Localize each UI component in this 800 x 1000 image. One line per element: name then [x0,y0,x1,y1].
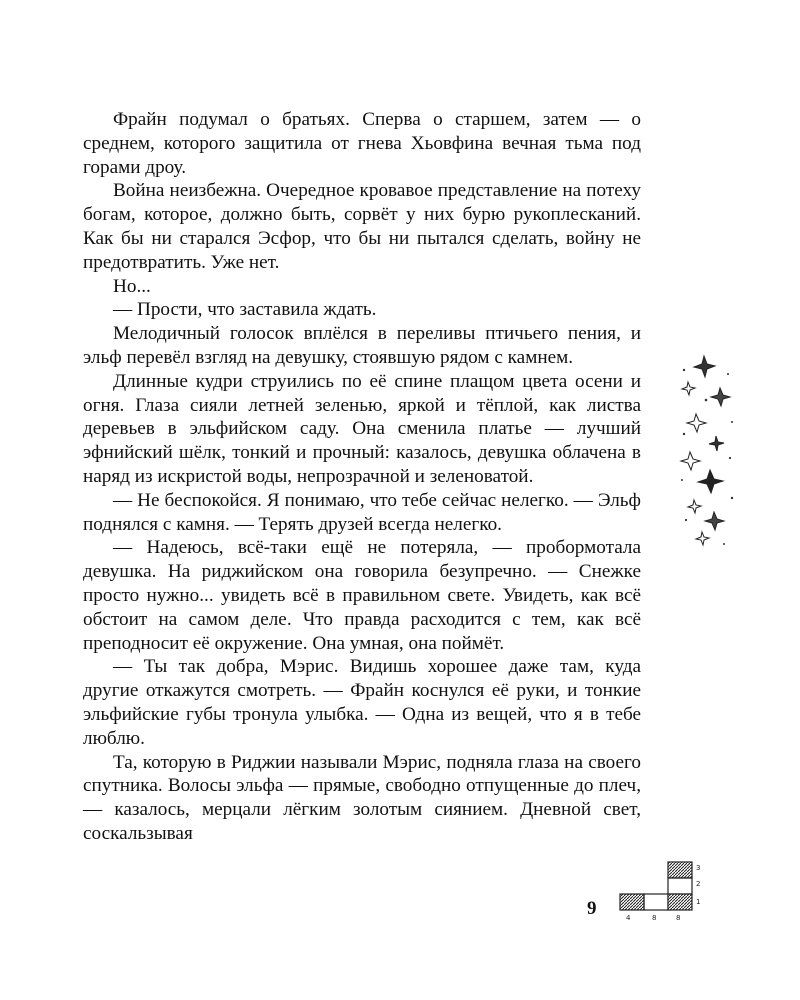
ornament-mark: 1 [696,898,701,906]
paragraph: — Не беспокойся. Я понимаю, что тебе сейчас нелегко. — Эльф поднялся с камня. — Терять друзей всегда нелегко. [83,489,641,535]
paragraph: Мелодичный голосок вплёлся в переливы птичьего пения, и эльф перевёл взгляд на девушку, стоявшую рядом с камнем. [83,323,641,368]
page-number: 9 [587,898,597,919]
ornament-mark: 8 [652,914,657,922]
ornament-mark: 8 [676,914,681,922]
ornament-mark: 2 [696,880,701,888]
paragraph: — Надеюсь, всё-таки ещё не потеряла, — пробормотала девушка. На риджийском она говорила безупречно. — Снежке просто нужно... увидеть всё в правильном свете. Увидеть, как всё обстоит на самом деле. Что правда расходится с тем, как всё преподносит её окружение. Она умная, она поймёт. [83,537,641,654]
paragraph: — Прости, что заставила ждать. [113,299,377,321]
page-body-text [83,108,641,846]
sparkle-ornament-icon [676,352,746,552]
ornament-mark: 3 [696,864,701,872]
ornament-mark: 4 [626,914,631,922]
paragraph: Война неизбежна. Очередное кровавое представление на потеху богам, которое, должно быть, сорвёт у них бурю рукоплесканий. Как бы ни старался Эсфор, что бы ни пытался сделать, войну не предотвратить. Уже нет. [83,180,641,273]
paragraph: Но... [113,275,151,297]
paragraph: — Ты так добра, Мэрис. Видишь хорошее даже там, куда другие откажутся смотреть. — Фрайн коснулся её руки, и тонкие эльфийские губы тронула улыбка. — Одна из вещей, что я в тебе люблю. [83,656,641,749]
paragraph: Та, которую в Риджии называли Мэрис, подняла глаза на своего спутника. Волосы эльфа — прямые, свободно отпущенные до плеч, — казалось, мерцали лёгким золотым сиянием. Дневной свет, соскальзывая [83,751,641,844]
paragraph: Длинные кудри струились по её спине плащом цвета осени и огня. Глаза сияли летней зеленью, яркой и тёплой, как листва деревьев в эльфийском саду. Она сменила платье — лучший эфнийский шёлк, тонкий и прочный: казалось, девушка облачена в наряд из искристой воды, непрозрачной и зеленоватой. [83,370,641,487]
corner-grid-ornament-icon [612,860,706,932]
paragraph: Фрайн подумал о братьях. Сперва о старшем, затем — о среднем, которого защитила от гнева Хьовфина вечная тьма под горами дроу. [83,109,641,178]
